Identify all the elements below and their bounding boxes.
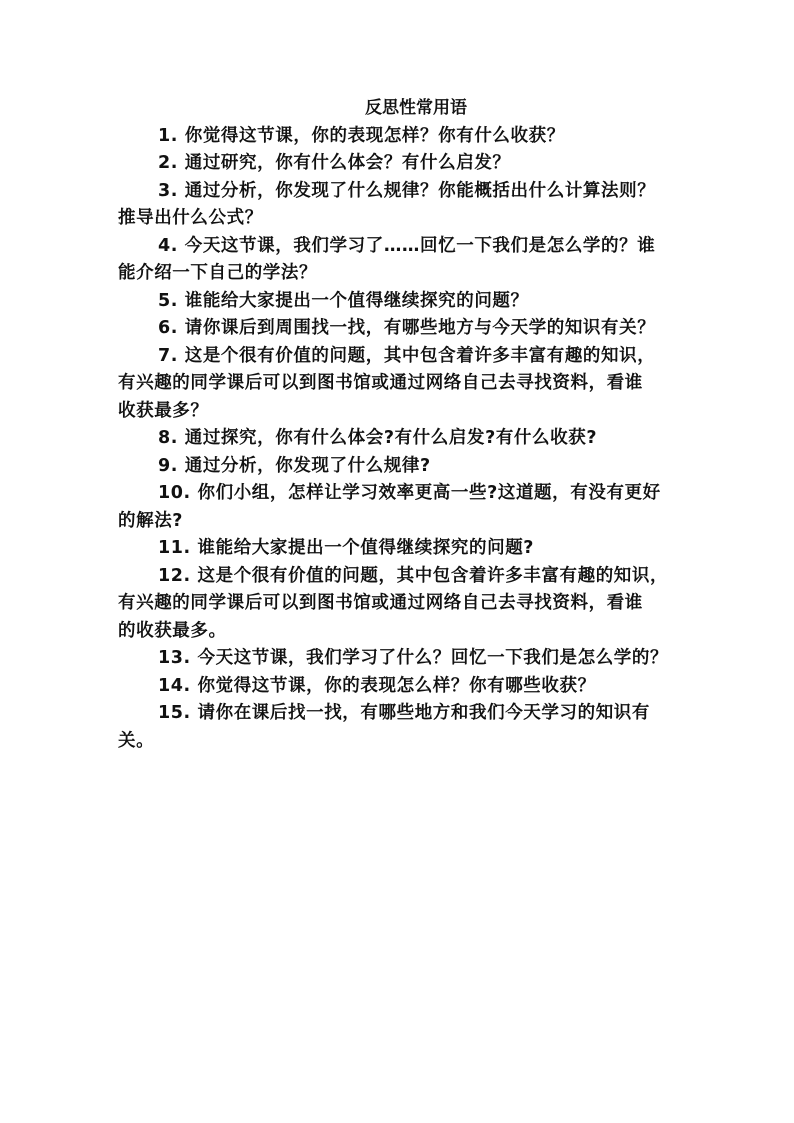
list-item-line: 1. 你觉得这节课，你的表现怎样？你有什么收获？	[158, 125, 565, 146]
list-item-line: 8. 通过探究，你有什么体会?有什么启发?有什么收获?	[158, 428, 598, 448]
list-item	[118, 453, 684, 481]
list-item	[118, 123, 684, 151]
list-item-line: 关。	[118, 730, 155, 751]
list-item	[118, 535, 684, 563]
phrase-list	[118, 123, 684, 756]
document-page	[118, 95, 684, 755]
list-item-line: 4. 今天这节课，我们学习了……回忆一下我们是怎么学的？谁	[158, 235, 656, 256]
list-item-line: 有兴趣的同学课后可以到图书馆或通过网络自己去寻找资料，看谁	[118, 593, 643, 613]
list-item-line: 的收获最多。	[118, 620, 227, 641]
list-item-line: 有兴趣的同学课后可以到图书馆或通过网络自己去寻找资料，看谁	[118, 373, 643, 393]
list-item	[118, 315, 684, 343]
list-item-line: 3. 通过分析，你发现了什么规律？你能概括出什么计算法则？	[158, 180, 656, 201]
list-item	[118, 288, 684, 316]
list-item-line: 收获最多？	[118, 400, 209, 421]
list-item	[118, 233, 684, 288]
list-item-line: 11. 谁能给大家提出一个值得继续探究的问题?	[158, 538, 535, 558]
list-item-line: 15. 请你在课后找一找，有哪些地方和我们今天学习的知识有	[158, 703, 650, 723]
list-item-line: 的解法?	[118, 510, 184, 531]
list-item	[118, 700, 684, 755]
list-item-line: 12. 这是个很有价值的问题，其中包含着许多丰富有趣的知识，	[158, 565, 669, 586]
list-item-line: 5. 谁能给大家提出一个值得继续探究的问题？	[158, 290, 529, 311]
list-item-line: 13. 今天这节课，我们学习了什么？回忆一下我们是怎么学的？	[158, 648, 669, 668]
list-item	[118, 480, 684, 535]
list-item-line: 9. 通过分析，你发现了什么规律?	[158, 455, 431, 476]
list-item-line: 6. 请你课后到周围找一找，有哪些地方与今天学的知识有关？	[158, 318, 656, 338]
document-title: 反思性常用语	[365, 98, 467, 118]
list-item-line: 10. 你们小组，怎样让学习效率更高一些?这道题，有没有更好	[158, 483, 661, 503]
list-item	[118, 425, 684, 453]
list-item-line: 14. 你觉得这节课，你的表现怎么样？你有哪些收获？	[158, 675, 596, 696]
list-item	[118, 673, 684, 701]
list-item-line: 推导出什么公式？	[118, 208, 263, 228]
list-item	[118, 343, 684, 426]
list-item	[118, 563, 684, 646]
list-item	[118, 178, 684, 233]
list-item	[118, 645, 684, 673]
list-item-line: 7. 这是个很有价值的问题，其中包含着许多丰富有趣的知识，	[158, 345, 656, 366]
list-item	[118, 150, 684, 178]
list-item-line: 2. 通过研究，你有什么体会？有什么启发？	[158, 153, 511, 173]
list-item-line: 能介绍一下自己的学法？	[118, 263, 318, 283]
